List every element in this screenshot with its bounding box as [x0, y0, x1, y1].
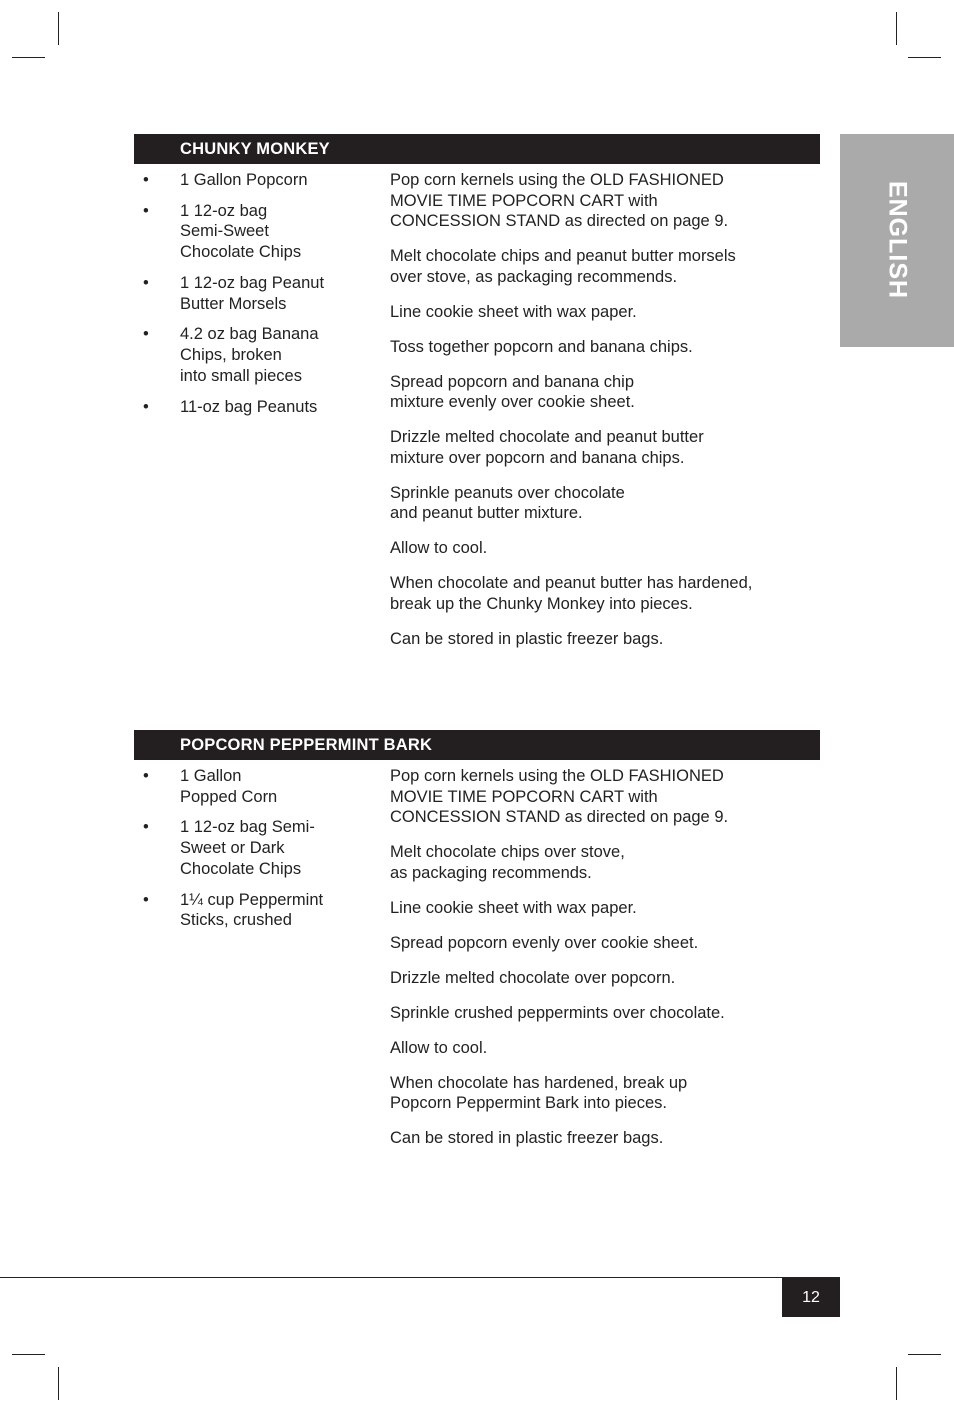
crop-mark — [896, 1367, 897, 1400]
ingredient-list — [134, 170, 390, 664]
crop-mark — [908, 1354, 941, 1355]
recipe-title: POPCORN PEPPERMINT BARK — [134, 730, 820, 760]
direction-step: Pop corn kernels using the OLD FASHIONED MOVIE TIME POPCORN CART with CONCESSION STAND as directed on page 9. — [390, 767, 729, 827]
direction-step: Sprinkle crushed peppermints over chocolate. — [390, 1003, 725, 1022]
direction-step: Spread popcorn evenly over cookie sheet. — [390, 933, 699, 952]
recipe-popcorn-peppermint-bark — [134, 730, 820, 1163]
ingredient-item — [134, 766, 390, 807]
direction-step: Can be stored in plastic freezer bags. — [390, 630, 664, 649]
ingredient-text: 1¼ cup Peppermint Sticks, crushed — [180, 890, 324, 930]
crop-mark — [12, 1354, 45, 1355]
bullet-icon: • — [143, 325, 149, 344]
direction-step: Pop corn kernels using the OLD FASHIONED MOVIE TIME POPCORN CART with CONCESSION STAND as directed on page 9. — [390, 171, 729, 231]
direction-step: Line cookie sheet with wax paper. — [390, 898, 637, 917]
ingredient-list — [134, 766, 390, 1163]
ingredient-text: 1 12-oz bag Peanut Butter Morsels — [180, 273, 325, 313]
crop-mark — [58, 12, 59, 45]
ingredient-item — [134, 890, 390, 931]
ingredient-item — [134, 273, 390, 314]
language-tab — [840, 134, 954, 347]
direction-step: Sprinkle peanuts over chocolate and peanut butter mixture. — [390, 483, 625, 523]
crop-mark — [908, 57, 941, 58]
bullet-icon: • — [143, 273, 149, 292]
ingredient-item — [134, 170, 390, 191]
direction-step: Spread popcorn and banana chip mixture evenly over cookie sheet. — [390, 372, 635, 412]
ingredient-text: 1 12-oz bag Semi-Sweet Chocolate Chips — [180, 201, 302, 262]
ingredient-item — [134, 397, 390, 418]
bullet-icon: • — [143, 171, 149, 189]
page-number: 12 — [782, 1278, 840, 1317]
crop-mark — [58, 1367, 59, 1400]
direction-step: Melt chocolate chips and peanut butter morsels over stove, as packaging recommends. — [390, 247, 736, 286]
recipe-title: CHUNKY MONKEY — [134, 134, 820, 164]
direction-step: Toss together popcorn and banana chips. — [390, 337, 693, 356]
direction-step: Drizzle melted chocolate and peanut butter mixture over popcorn and banana chips. — [390, 428, 704, 467]
directions — [390, 766, 810, 1163]
direction-step: Line cookie sheet with wax paper. — [390, 302, 637, 321]
crop-mark — [896, 12, 897, 45]
bullet-icon: • — [143, 767, 149, 785]
direction-step: When chocolate has hardened, break up Popcorn Peppermint Bark into pieces. — [390, 1073, 688, 1113]
language-tab-label: ENGLISH — [883, 180, 912, 300]
bullet-icon: • — [143, 201, 149, 220]
ingredient-item — [134, 817, 390, 879]
bullet-icon: • — [143, 397, 149, 416]
direction-step: Allow to cool. — [390, 539, 488, 558]
ingredient-text: 1 Gallon Popcorn — [180, 171, 308, 189]
footer-rule — [0, 1277, 840, 1278]
direction-step: Drizzle melted chocolate over popcorn. — [390, 968, 676, 987]
ingredient-text: 11-oz bag Peanuts — [180, 397, 318, 416]
bullet-icon: • — [143, 818, 149, 837]
ingredient-item — [134, 324, 390, 386]
bullet-icon: • — [143, 890, 149, 909]
crop-mark — [12, 57, 45, 58]
ingredient-item — [134, 201, 390, 263]
direction-step: When chocolate and peanut butter has hardened, break up the Chunky Monkey into pieces. — [390, 574, 753, 614]
ingredient-text: 1 Gallon Popped Corn — [180, 767, 278, 806]
directions — [390, 170, 810, 664]
ingredient-text: 1 12-oz bag Semi- Sweet or Dark Chocolate Chips — [180, 818, 315, 878]
direction-step: Melt chocolate chips over stove, as packaging recommends. — [390, 843, 625, 882]
direction-step: Allow to cool. — [390, 1038, 488, 1057]
recipe-chunky-monkey — [134, 134, 820, 664]
ingredient-text: 4.2 oz bag Banana Chips, broken into small pieces — [180, 325, 319, 385]
direction-step: Can be stored in plastic freezer bags. — [390, 1129, 664, 1148]
